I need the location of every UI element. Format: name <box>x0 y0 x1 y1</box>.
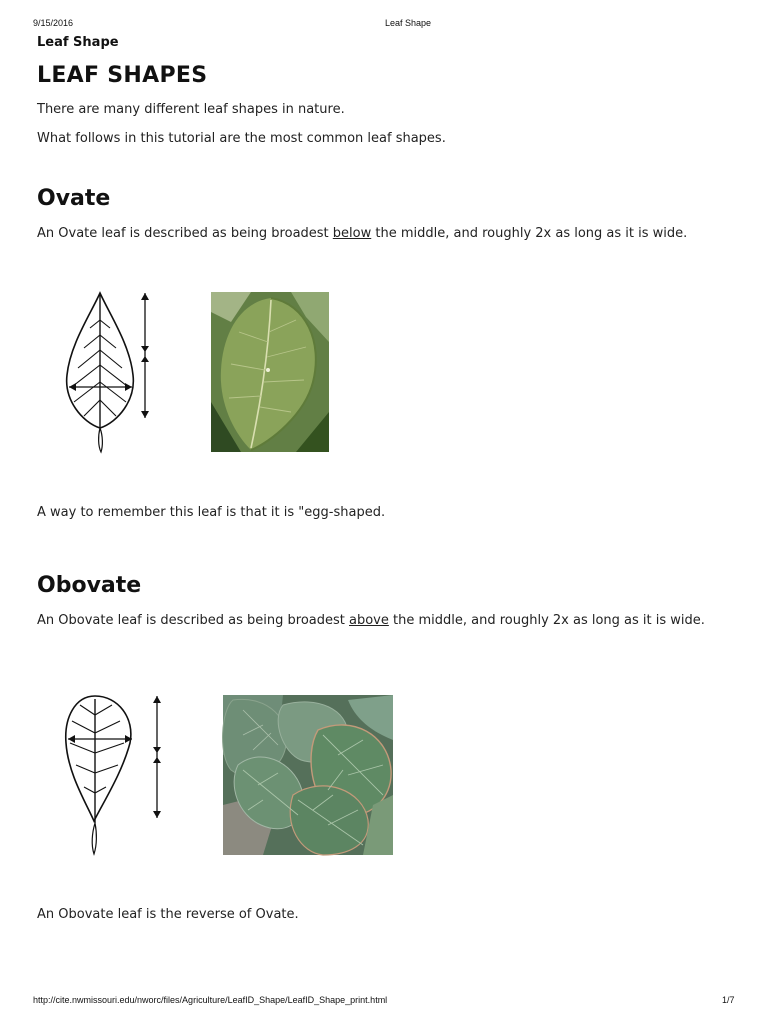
section-heading-ovate: Ovate <box>37 186 111 211</box>
page-title: LEAF SHAPES <box>37 63 208 88</box>
ovate-description <box>37 226 737 242</box>
print-title: Leaf Shape <box>385 18 432 28</box>
obovate-description <box>37 613 717 629</box>
intro-line-1: There are many different leaf shapes in nature. <box>37 102 345 117</box>
ovate-leaf-photo <box>211 292 329 452</box>
obovate-desc-text: An Obovate leaf is described as being broadest <box>37 613 349 628</box>
obovate-desc-text-end: the middle, and roughly 2x as long as it is wide. <box>388 613 705 628</box>
obovate-note: An Obovate leaf is the reverse of Ovate. <box>37 907 299 922</box>
ovate-desc-emphasis: below <box>332 226 372 241</box>
ovate-note: A way to remember this leaf is that it is "egg-shaped. <box>37 505 386 520</box>
obovate-desc-emphasis: above <box>349 613 389 628</box>
ovate-desc-text-end: the middle, and roughly 2x as long as it is wide. <box>371 226 688 241</box>
source-url-link[interactable]: http://cite.nwmissouri.edu/nworc/files/Agriculture/LeafID_Shape/LeafID_Shape_print.html <box>33 995 388 1005</box>
print-date: 9/15/2016 <box>33 18 74 28</box>
section-heading-obovate: Obovate <box>37 573 142 598</box>
obovate-leaf-photo <box>223 695 393 855</box>
ovate-desc-text: An Ovate leaf is described as being broadest <box>37 226 333 241</box>
intro-line-2: What follows in this tutorial are the most common leaf shapes. <box>37 131 446 146</box>
page-number: 1/7 <box>722 995 735 1005</box>
obovate-leaf-diagram <box>60 693 170 858</box>
site-title: Leaf Shape <box>37 35 119 50</box>
ovate-leaf-diagram <box>60 290 160 455</box>
